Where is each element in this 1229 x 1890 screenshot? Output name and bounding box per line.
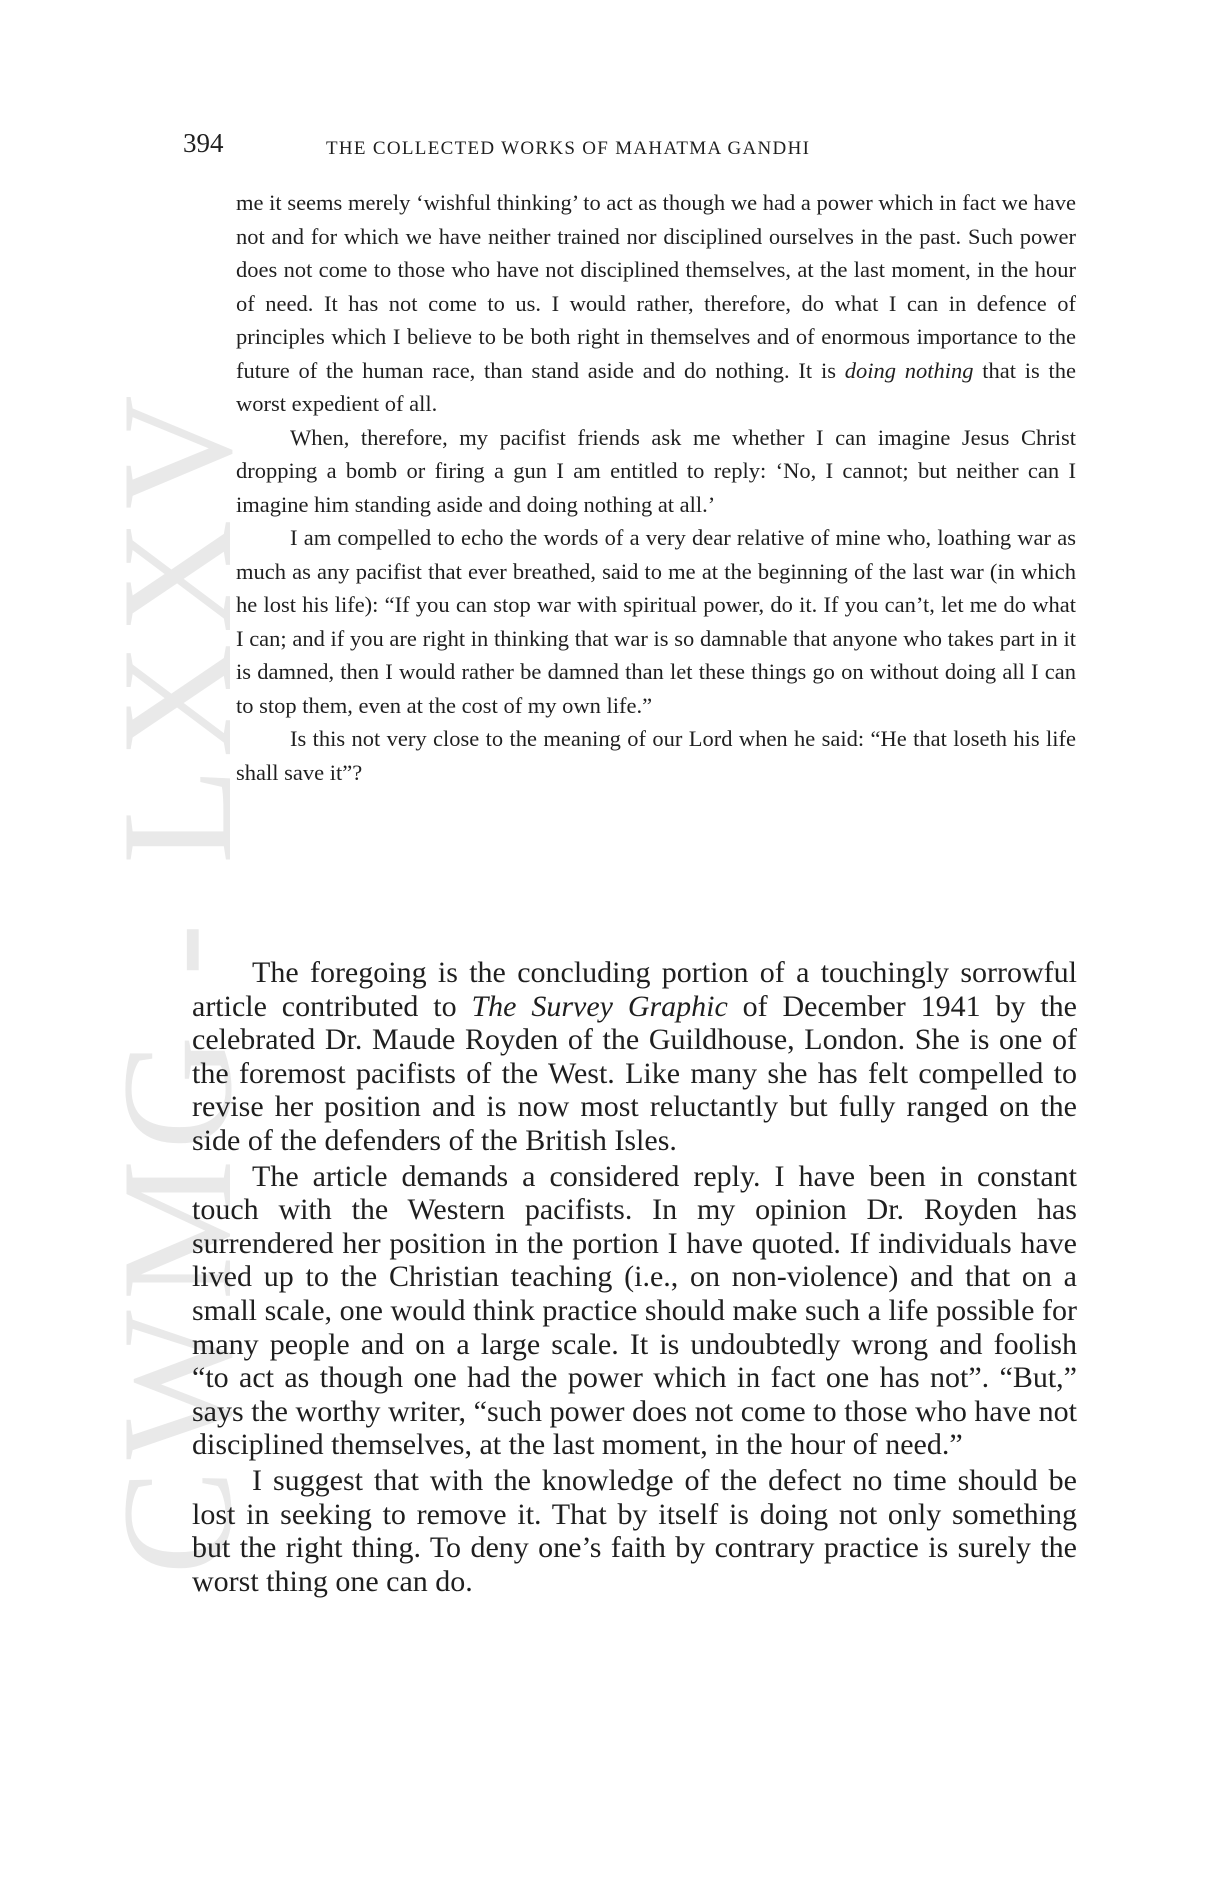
quote-paragraph-3: I am compelled to echo the words of a very dear relative of mine who, loathing war as much as any pacifist that ever breathed, said to me at the beginning of the last war (in which he lost his life): “If you can stop war with spiritual power, do it. If you can’t, let me do what I can; and if you are right in thinking that war is so damnable that anyone who takes part in it is damned, then I would rather be damned than let these things go on without doing all I can to stop them, even at the cost of my own life.” xyxy=(236,525,1076,718)
quote-paragraph-4: Is this not very close to the meaning of our Lord when he said: “He that loseth his life shall save it”? xyxy=(236,726,1076,785)
watermark-text: CWMG - LXXV xyxy=(90,385,265,1575)
body-paragraph-3: I suggest that with the knowledge of the defect no time should be lost in seeking to remove it. That by itself is doing not only something but the right thing. To deny one’s faith by contrary practice is surely the worst thing one can do. xyxy=(192,1463,1077,1598)
body-text: of December 1941 by the celebrated Dr. Maude Royden of the Guildhouse, London. She is one of the foremost pacifists of the West. Like many she has felt compelled to revise her position and is now most reluctantly but fully ranged on the side of the defenders of the British Isles. xyxy=(192,989,1077,1157)
quote-text: that is the worst expedient of all. xyxy=(236,357,1076,416)
quote-paragraph-1 xyxy=(236,186,1076,421)
body-paragraph-2: The article demands a considered reply. I have been in constant touch with the Western pacifists. In my opinion Dr. Royden has surrendered her position in the portion I have quoted. If individuals have lived up to the Christian teaching (i.e., on non-violence) and that on a small scale, one would think practice should make such a life possible for many people and on a large scale. It is undoubtedly wrong and foolish “to act as though one had the power which in fact one has not”. “But,” says the worthy writer, “such power does not come to those who have not disciplined themselves, at the last moment, in the hour of need.” xyxy=(192,1159,1077,1462)
main-text xyxy=(192,956,1077,1598)
quote-emphasis: doing nothing xyxy=(844,357,974,383)
page-header xyxy=(183,128,1083,168)
body-text: The foregoing is the concluding portion of a touchingly sorrowful article contributed to xyxy=(192,956,1077,1023)
publication-title: The Survey Graphic xyxy=(471,989,728,1023)
quoted-passage xyxy=(236,186,1076,789)
quote-paragraph-2: When, therefore, my pacifist friends ask me whether I can imagine Jesus Christ dropping a bomb or firing a gun I am entitled to reply: ‘No, I cannot; but neither can I imagine him standing aside and doing nothing at all.’ xyxy=(236,424,1076,517)
page-number: 394 xyxy=(183,128,224,158)
quote-text: me it seems merely ‘wishful thinking’ to act as though we had a power which in fact we have not and for which we have neither trained nor disciplined ourselves in the past. Such power does not come to those who have not disciplined themselves, at the last moment, in the hour of need. It has not come to us. I would rather, therefore, do what I can in defence of principles which I believe to be both right in themselves and of enormous importance to the future of the human race, than stand aside and do nothing. It is xyxy=(236,190,1076,383)
running-head: THE COLLECTED WORKS OF MAHATMA GANDHI xyxy=(326,138,811,159)
body-paragraph-1 xyxy=(192,956,1077,1158)
